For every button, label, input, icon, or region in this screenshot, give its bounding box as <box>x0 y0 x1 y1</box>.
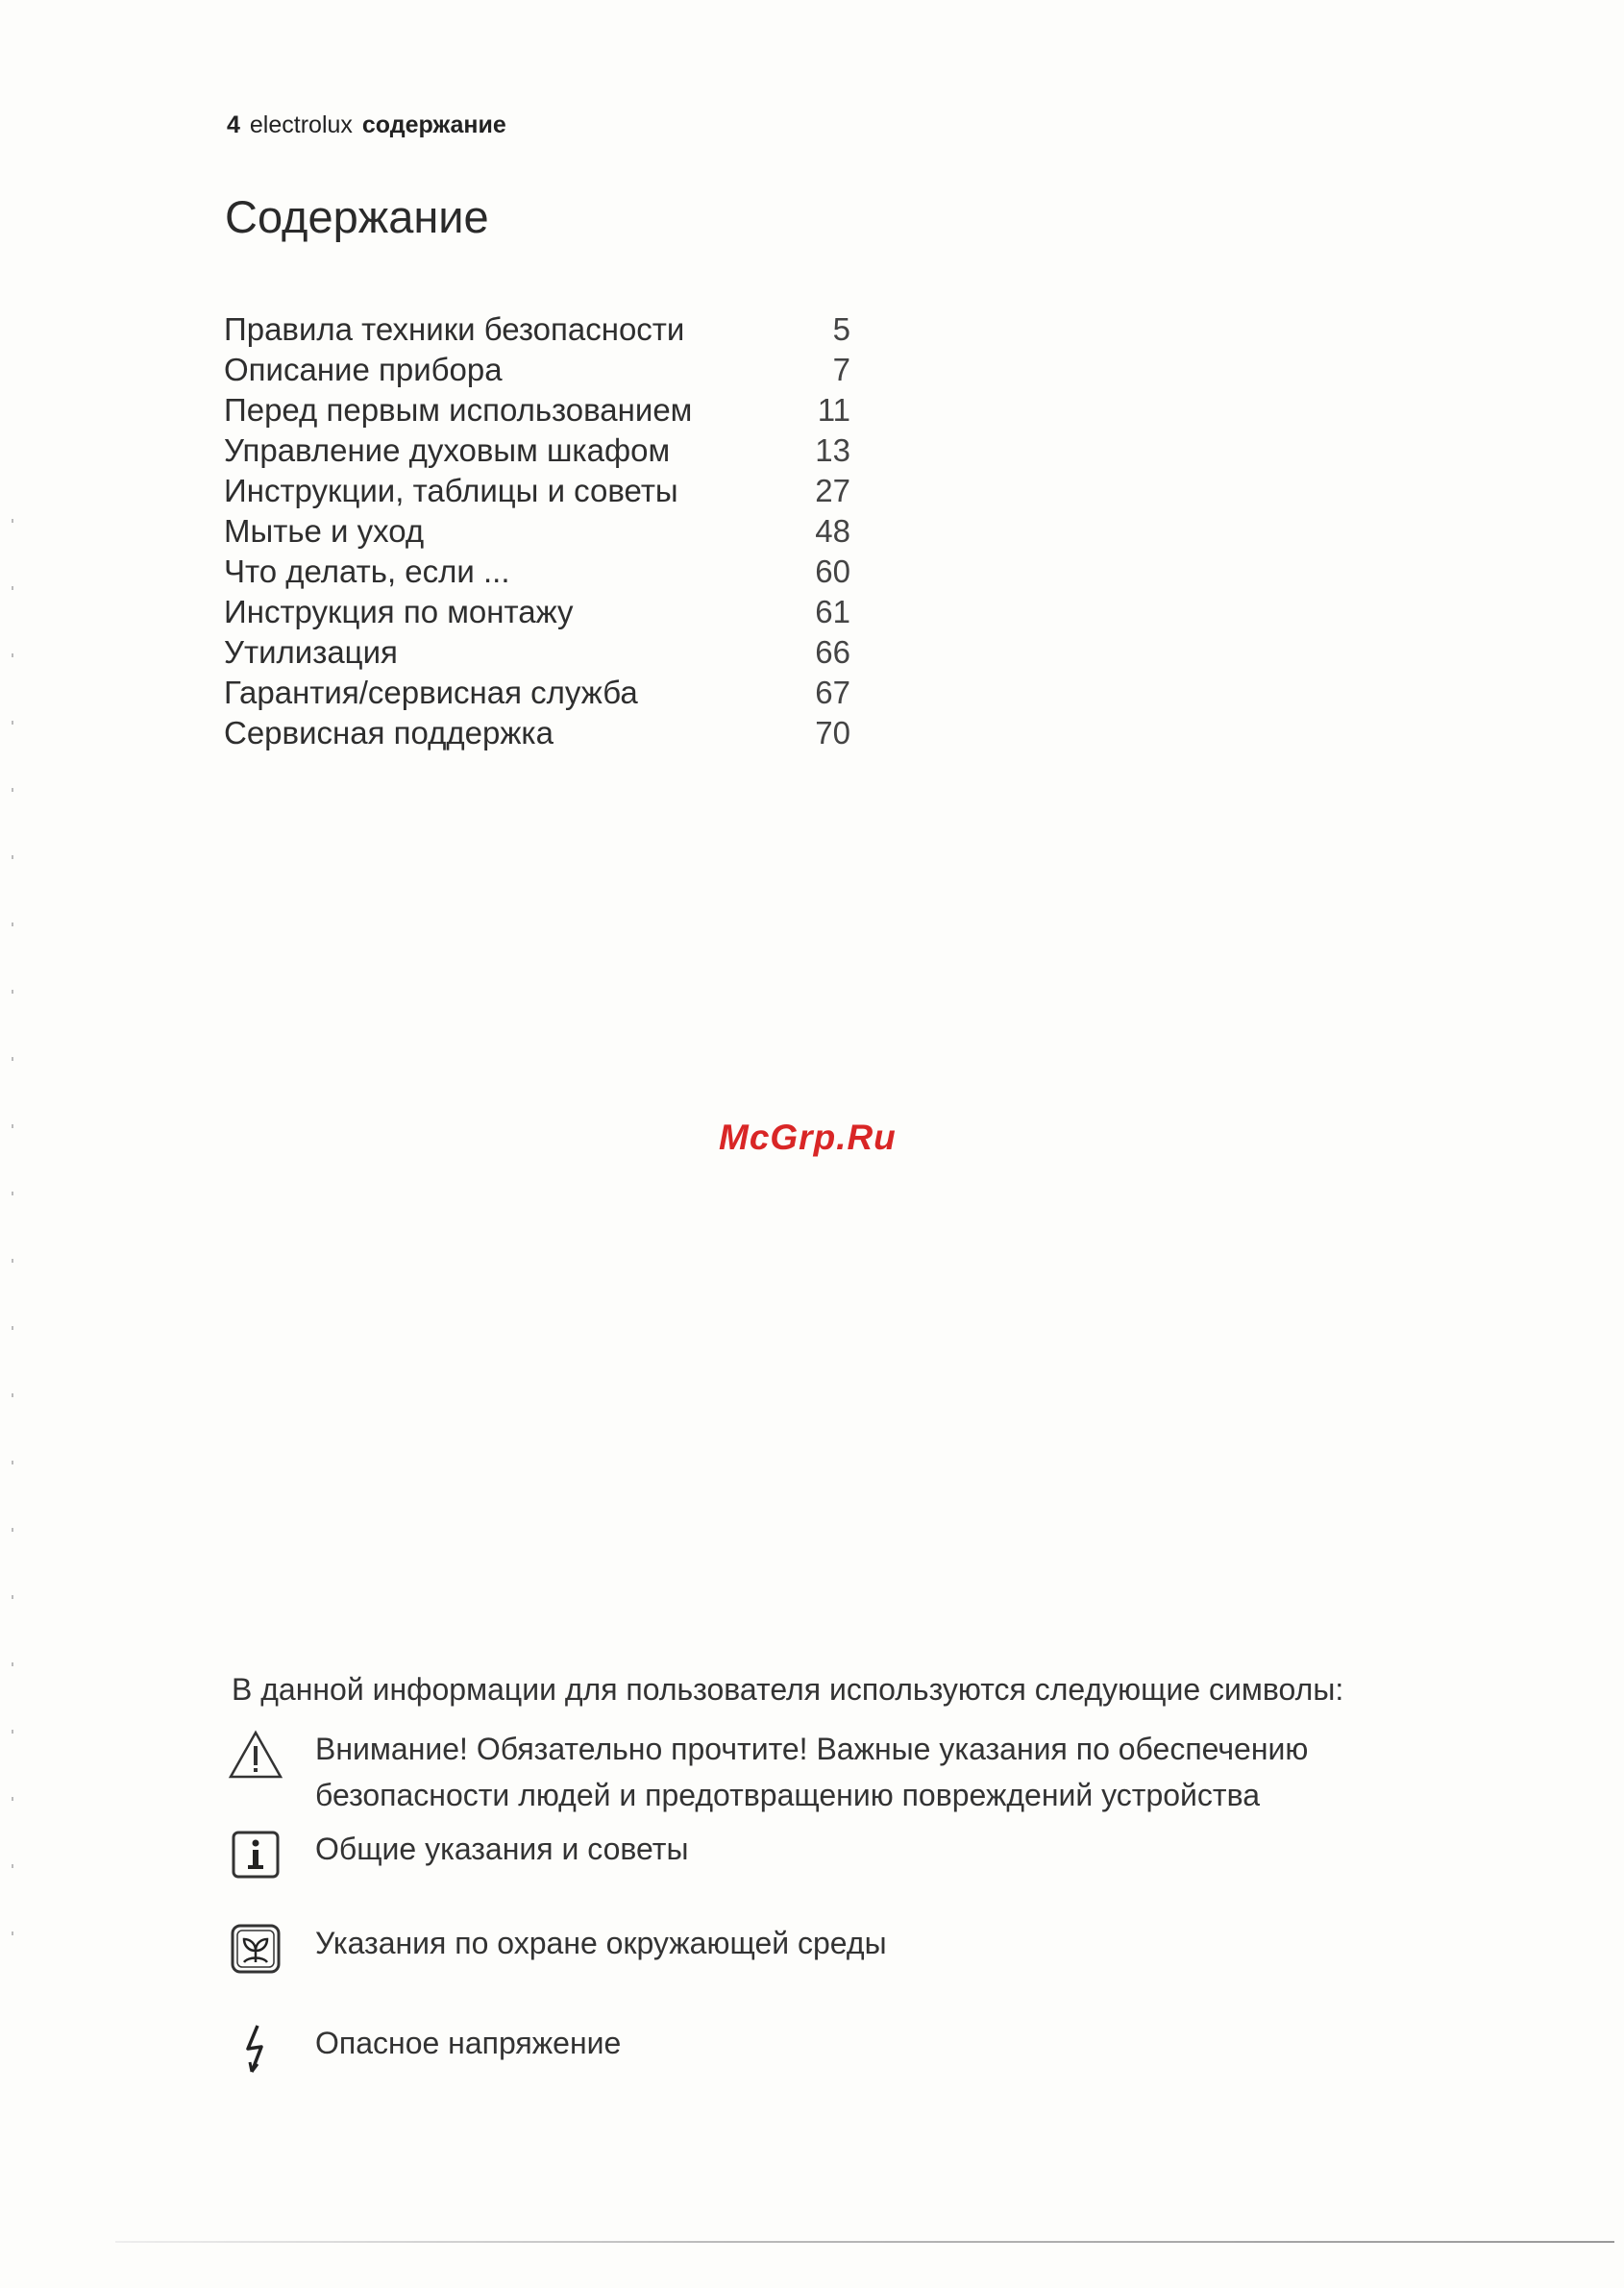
toc-label: Перед первым использованием <box>224 392 693 428</box>
toc-entry[interactable] <box>224 552 850 592</box>
lightning-icon <box>227 2020 284 2078</box>
legend-text: Опасное напряжение <box>315 2026 622 2060</box>
environment-icon <box>227 1920 284 1978</box>
legend-item-environment <box>227 1920 887 1978</box>
toc-page: 66 <box>815 634 850 670</box>
toc-entry[interactable] <box>224 632 850 673</box>
scan-edge-line <box>115 2241 1614 2243</box>
toc-label: Управление духовым шкафом <box>224 432 671 468</box>
toc-label: Утилизация <box>224 634 398 670</box>
toc-page: 27 <box>815 473 850 508</box>
toc-label: Мытье и уход <box>224 513 425 549</box>
page-number: 4 <box>227 111 240 138</box>
toc-label: Что делать, если ... <box>224 554 510 589</box>
toc-page: 70 <box>815 715 850 750</box>
toc-page: 13 <box>815 432 850 468</box>
toc-label: Инструкция по монтажу <box>224 594 574 629</box>
toc-entry[interactable] <box>224 713 850 753</box>
toc-entry[interactable] <box>224 390 850 431</box>
legend-text: безопасности людей и предотвращению повреждений устройства <box>315 1778 1260 1812</box>
toc-entry[interactable] <box>224 431 850 471</box>
toc-entry[interactable] <box>224 511 850 552</box>
toc-entry[interactable] <box>224 471 850 511</box>
toc-page: 67 <box>815 675 850 710</box>
legend-text: Указания по охране окружающей среды <box>315 1926 887 1960</box>
toc-entry[interactable] <box>224 350 850 390</box>
toc-label: Инструкции, таблицы и советы <box>224 473 678 508</box>
toc-page: 7 <box>832 352 850 387</box>
toc-page: 48 <box>815 513 850 549</box>
section-name: содержание <box>361 111 506 138</box>
brand-name: electrolux <box>249 111 353 138</box>
legend-intro: В данной информации для пользователя используются следующие символы: <box>232 1672 1344 1707</box>
toc-entry[interactable] <box>224 592 850 632</box>
table-of-contents <box>224 309 850 753</box>
toc-page: 5 <box>832 311 850 347</box>
legend-item-info <box>227 1826 688 1883</box>
legend-item-warning <box>227 1726 1308 1818</box>
toc-page: 60 <box>815 554 850 589</box>
legend-text: Общие указания и советы <box>315 1832 689 1866</box>
info-icon <box>227 1826 284 1883</box>
page-header <box>227 111 506 139</box>
legend-item-voltage <box>227 2020 621 2078</box>
scan-margin-marks <box>12 0 15 2288</box>
toc-label: Правила техники безопасности <box>224 311 685 347</box>
toc-page: 11 <box>817 392 850 428</box>
toc-label: Гарантия/сервисная служба <box>224 675 638 710</box>
toc-entry[interactable] <box>224 673 850 713</box>
toc-label: Сервисная поддержка <box>224 715 554 750</box>
toc-entry[interactable] <box>224 309 850 350</box>
warning-triangle-icon <box>227 1726 284 1784</box>
watermark-link[interactable]: McGrp.Ru <box>719 1118 897 1157</box>
toc-page: 61 <box>815 594 850 629</box>
page-title: Содержание <box>225 191 489 242</box>
toc-label: Описание прибора <box>224 352 503 387</box>
legend-text: Внимание! Обязательно прочтите! Важные указания по обеспечению <box>315 1732 1309 1766</box>
